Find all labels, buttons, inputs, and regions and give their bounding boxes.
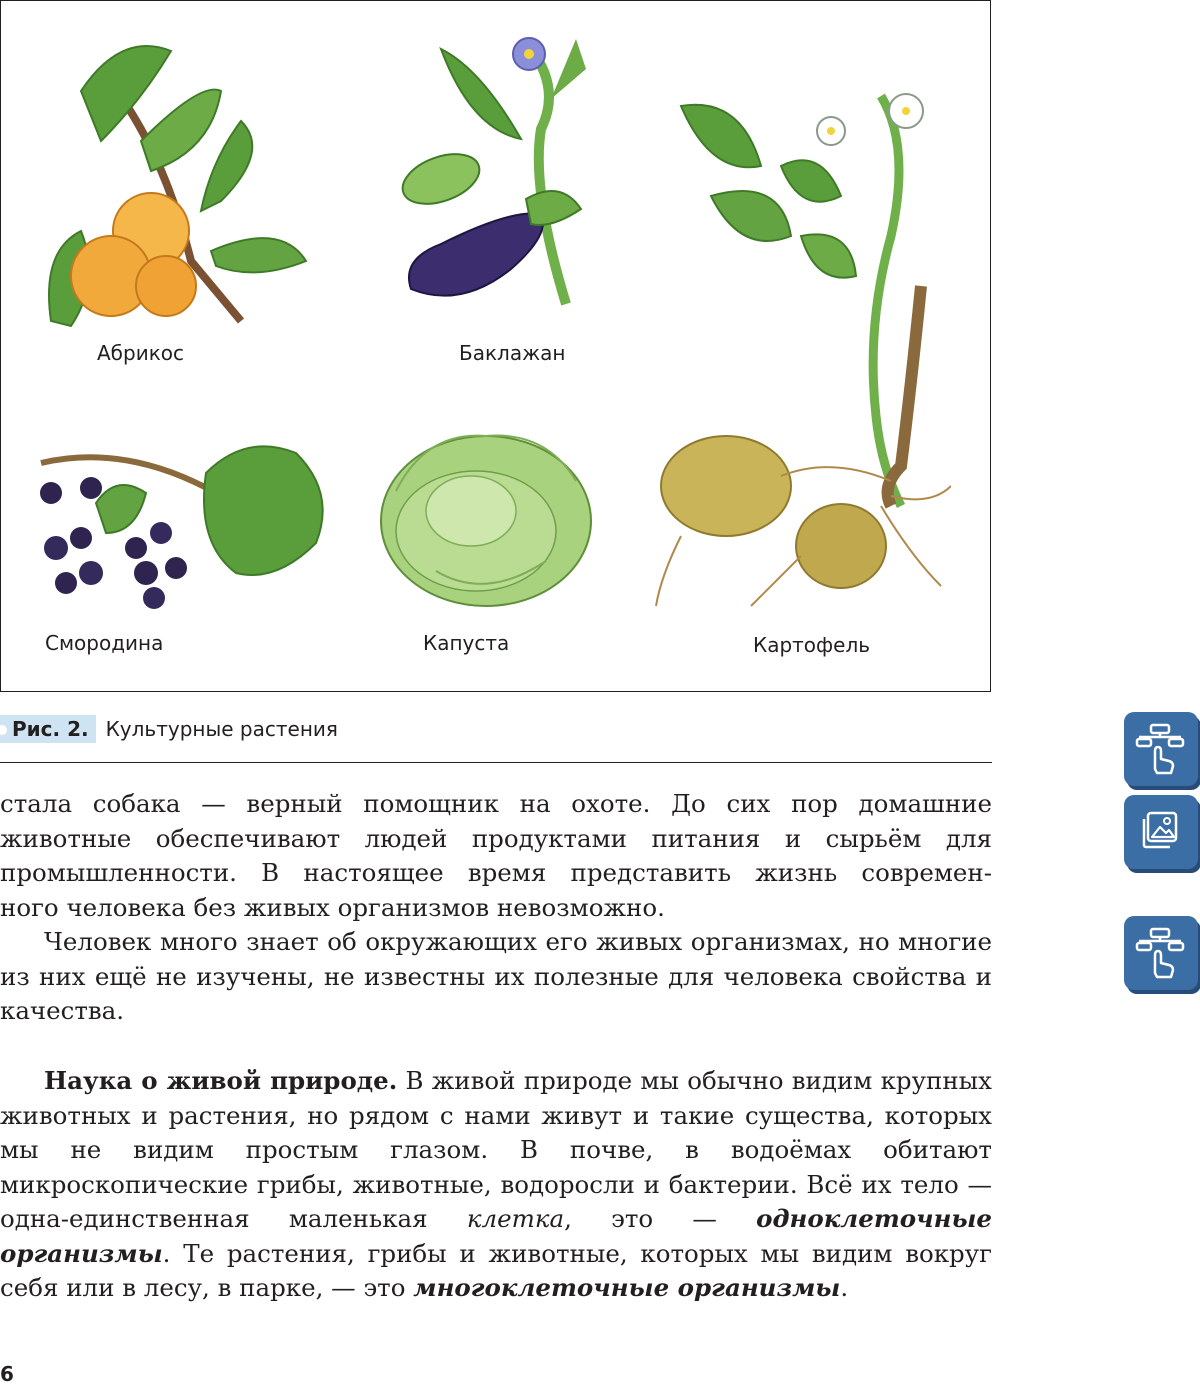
label-eggplant: Баклажан bbox=[459, 341, 566, 365]
gallery-button[interactable] bbox=[1124, 795, 1198, 869]
term-multicellular: многоклеточные организмы bbox=[413, 1273, 841, 1302]
label-apricot: Абрикос bbox=[97, 341, 185, 365]
potato-illustration bbox=[651, 86, 951, 611]
figure-culture-plants bbox=[0, 0, 991, 692]
caption-divider bbox=[0, 762, 992, 763]
caption-text: Культурные растения bbox=[105, 717, 338, 741]
para1-line1: стала собака — верный помощник на охоте. До сих пор домашние bbox=[0, 789, 992, 818]
cabbage-illustration bbox=[376, 421, 596, 611]
interactive-scheme-button-2[interactable] bbox=[1124, 916, 1198, 990]
interactive-scheme-button-1[interactable] bbox=[1124, 712, 1198, 786]
para1-line4: ного человека без живых организмов невозможно. bbox=[0, 892, 665, 922]
eggplant-illustration bbox=[401, 29, 591, 309]
figure-caption bbox=[0, 714, 338, 744]
section-heading: Наука о живой природе. bbox=[44, 1066, 398, 1095]
para3-text3: . Те растения, грибы и животные, которых мы видим вокруг себя или в лесу, в парке, — это bbox=[0, 1238, 992, 1302]
label-cabbage: Капуста bbox=[423, 631, 510, 655]
paragraph-human-knowledge: Человек много знает об окружающих его живых организмах, но многие из них ещё не изучены, не известны их полезные для человека свойства и качества. bbox=[0, 927, 992, 1025]
interactive-scheme-icon bbox=[1133, 925, 1189, 981]
page-number: 6 bbox=[0, 1362, 14, 1386]
para3-text2: , это — bbox=[564, 1204, 757, 1233]
para3-text4: . bbox=[840, 1273, 849, 1302]
caption-dot-icon bbox=[0, 724, 8, 736]
para3-text1: В живой природе мы обычно видим крупных животных и растения, но рядом с нами живут и такие существа, которых мы не видим простым глазом. В почве, в водоёмах обитают микроскопические грибы, животные, водоросли и бактерии. Всё их тело — одна-единственная маленькая bbox=[0, 1066, 992, 1233]
term-unicellular: одноклеточные организмы bbox=[0, 1204, 992, 1268]
para1-line3: промышленности. В настоящее время представить жизнь современ- bbox=[0, 858, 992, 887]
paragraph-continuation bbox=[0, 787, 992, 1029]
apricot-illustration bbox=[41, 31, 311, 331]
caption-number bbox=[0, 715, 96, 743]
term-cell: клетка bbox=[466, 1204, 565, 1233]
interactive-scheme-icon bbox=[1133, 721, 1189, 777]
currant-illustration bbox=[36, 433, 336, 613]
paragraph-science-of-life bbox=[0, 1064, 992, 1306]
caption-number-text: Рис. 2. bbox=[12, 717, 89, 741]
label-currant: Смородина bbox=[45, 631, 164, 655]
label-potato: Картофель bbox=[753, 633, 871, 657]
gallery-icon bbox=[1136, 807, 1186, 857]
para1-line2: животные обеспечивают людей продуктами питания и сырьём для bbox=[0, 823, 992, 853]
